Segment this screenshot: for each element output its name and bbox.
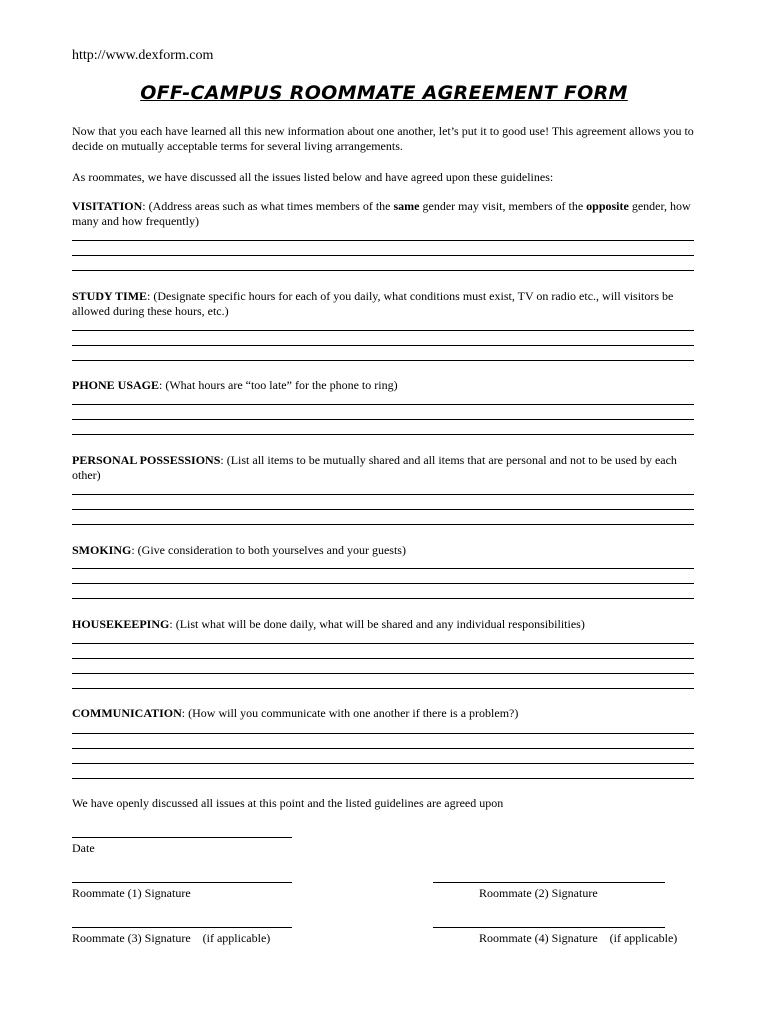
intro-paragraph: Now that you each have learned all this new information about one another, let’s put it to good use! This agreement allows you to decide on mutually acceptable terms for several living arrangements. <box>72 124 694 153</box>
personal-possessions-text: : (List all items to be mutually shared and all items that are personal and not to be used by each other) <box>72 453 677 482</box>
agreement-statement: We have openly discussed all issues at this point and the listed guidelines are agreed upon <box>72 796 504 810</box>
visitation-text-c: gender, how many and how frequently) <box>72 199 691 228</box>
phone-usage-write-line[interactable] <box>72 419 694 420</box>
source-url: http://www.dexform.com <box>72 48 214 63</box>
smoking-write-line[interactable] <box>72 568 694 569</box>
visitation-write-line[interactable] <box>72 255 694 256</box>
study-time-write-line[interactable] <box>72 345 694 346</box>
roommate-1-signature-line[interactable] <box>72 882 292 883</box>
section-personal-possessions <box>72 453 694 483</box>
section-smoking <box>72 543 694 558</box>
section-housekeeping <box>72 617 694 632</box>
communication-write-line[interactable] <box>72 763 694 764</box>
communication-text: : (How will you communicate with one another if there is a problem?) <box>181 706 519 720</box>
roommate-2-signature-line[interactable] <box>433 882 665 883</box>
section-communication <box>72 706 694 721</box>
housekeeping-text: : (List what will be done daily, what will be shared and any individual responsibilities) <box>169 617 585 631</box>
date-label: Date <box>72 841 95 855</box>
date-line[interactable] <box>72 837 292 838</box>
smoking-write-line[interactable] <box>72 598 694 599</box>
visitation-label: VISITATION <box>72 199 143 213</box>
roommate-4-signature-label: Roommate (4) Signature (if applicable) <box>479 931 678 945</box>
smoking-text: : (Give consideration to both yourselves and your guests) <box>131 543 406 557</box>
communication-write-line[interactable] <box>72 748 694 749</box>
communication-label: COMMUNICATION <box>72 706 182 720</box>
phone-usage-write-line[interactable] <box>72 434 694 435</box>
section-phone-usage <box>72 378 694 393</box>
roommate-3-signature-label: Roommate (3) Signature (if applicable) <box>72 931 271 945</box>
form-title: OFF-CAMPUS ROOMMATE AGREEMENT FORM <box>140 82 628 104</box>
personal-possessions-label: PERSONAL POSSESSIONS <box>72 453 221 467</box>
visitation-write-line[interactable] <box>72 270 694 271</box>
roommate-4-signature-line[interactable] <box>433 927 665 928</box>
visitation-bold-opposite: opposite <box>586 199 629 213</box>
visitation-text-b: gender may visit, members of the <box>419 199 587 213</box>
housekeeping-write-line[interactable] <box>72 643 694 644</box>
study-time-label: STUDY TIME <box>72 289 148 303</box>
section-visitation <box>72 199 694 229</box>
phone-usage-label: PHONE USAGE <box>72 378 160 392</box>
visitation-bold-same: same <box>393 199 420 213</box>
personal-possessions-write-line[interactable] <box>72 524 694 525</box>
housekeeping-write-line[interactable] <box>72 673 694 674</box>
visitation-write-line[interactable] <box>72 240 694 241</box>
housekeeping-write-line[interactable] <box>72 688 694 689</box>
study-time-write-line[interactable] <box>72 330 694 331</box>
roommate-2-signature-label: Roommate (2) Signature <box>479 886 598 900</box>
phone-usage-write-line[interactable] <box>72 404 694 405</box>
visitation-text-a: : (Address areas such as what times members of the <box>142 199 394 213</box>
study-time-write-line[interactable] <box>72 360 694 361</box>
personal-possessions-write-line[interactable] <box>72 509 694 510</box>
guidelines-intro: As roommates, we have discussed all the issues listed below and have agreed upon these guidelines: <box>72 170 554 184</box>
roommate-3-signature-line[interactable] <box>72 927 292 928</box>
phone-usage-text: : (What hours are “too late” for the phone to ring) <box>159 378 398 392</box>
study-time-text: : (Designate specific hours for each of you daily, what conditions must exist, TV on radio etc., will visitors be allowed during these hours, etc.) <box>72 289 674 318</box>
communication-write-line[interactable] <box>72 778 694 779</box>
smoking-write-line[interactable] <box>72 583 694 584</box>
communication-write-line[interactable] <box>72 733 694 734</box>
roommate-1-signature-label: Roommate (1) Signature <box>72 886 191 900</box>
housekeeping-write-line[interactable] <box>72 658 694 659</box>
section-study-time <box>72 289 694 319</box>
smoking-label: SMOKING <box>72 543 132 557</box>
personal-possessions-write-line[interactable] <box>72 494 694 495</box>
housekeeping-label: HOUSEKEEPING <box>72 617 170 631</box>
